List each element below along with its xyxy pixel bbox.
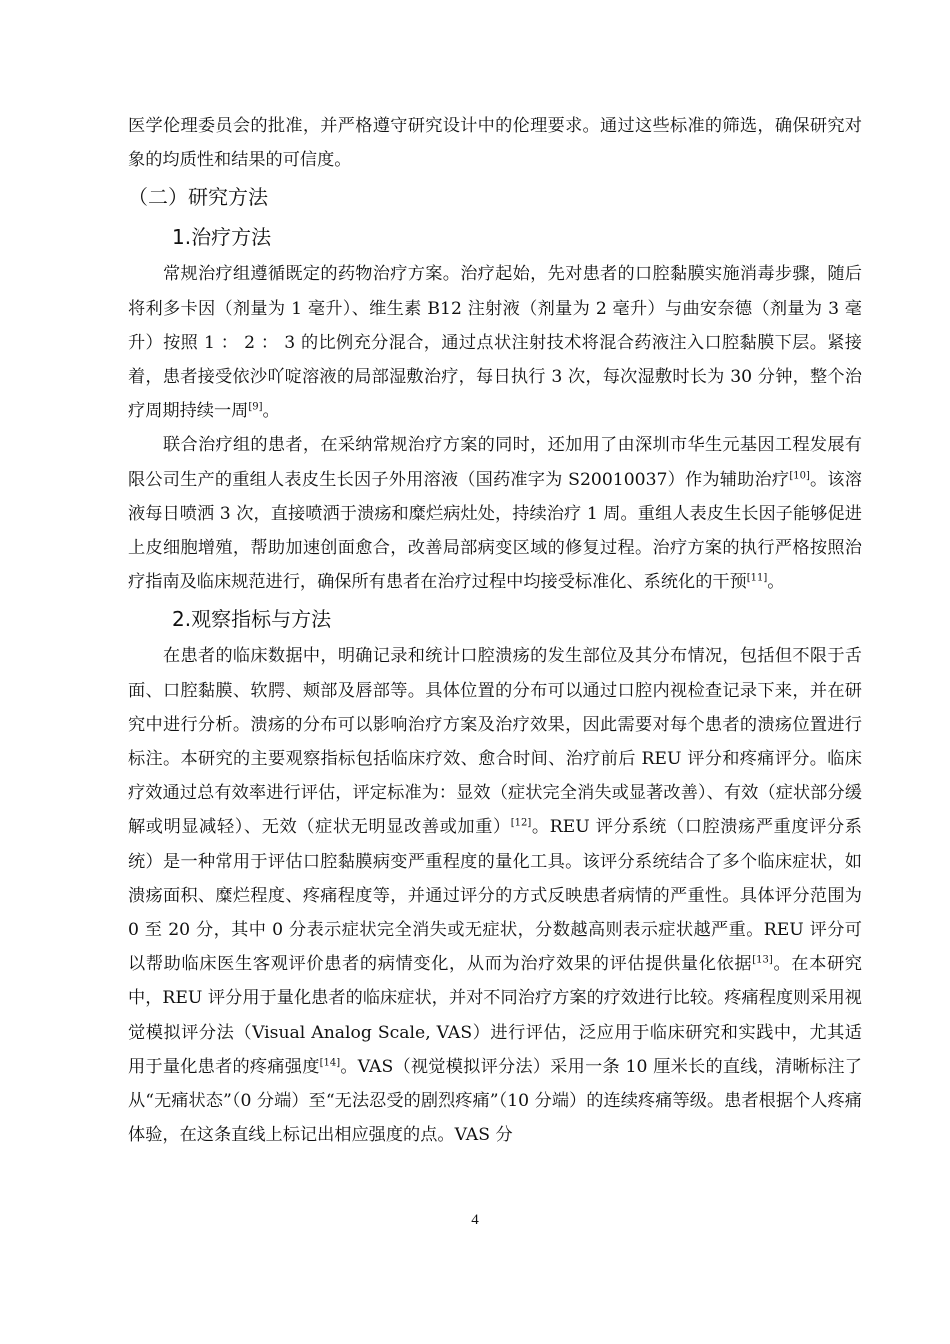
page-number: 4 [471, 1212, 479, 1228]
citation-14: [14] [319, 1057, 341, 1069]
paragraph-observation-indicators [128, 639, 862, 1152]
citation-10: [10] [789, 469, 810, 481]
subsection-heading-observation: 2.观察指标与方法 [172, 607, 332, 632]
paragraph-text: 。VAS（视觉模拟评分法）采用一条 10 厘米长的直线，清晰标注了从“无痛状态”（0 分端）至“无法忍受的剧烈疼痛”（10 分端）的连续疼痛等级。患者根据个人疼痛体验，在这条直线上标记出相应强度的点。VAS 分 [128, 1056, 862, 1146]
paragraph-end: 。 [262, 401, 280, 422]
paragraph-text: 常规治疗组遵循既定的药物治疗方案。治疗起始，先对患者的口腔黏膜实施消毒步骤，随后将利多卡因（剂量为 1 毫升）、维生素 B12 注射液（剂量为 2 毫升）与曲安奈德（剂量为 3 毫升）按照 1 ： 2 ： 3 的比例充分混合，通过点状注射技术将混合药液注入口腔黏膜下层。紧接着，患者接受依沙吖啶溶液的局部湿敷治疗，每日执行 3 次，每次湿敷时长为 30 分钟，整个治疗周期持续一周 [128, 264, 862, 422]
paragraph-text: 联合治疗组的患者，在采纳常规治疗方案的同时，还加用了由深圳市华生元基因工程发展有限公司生产的重组人表皮生长因子外用溶液（国药准字为 S20010037）作为辅助治疗 [128, 435, 862, 490]
paragraph-text: 。REU 评分系统（口腔溃疡严重度评分系统）是一种常用于评估口腔黏膜病变严重程度的量化工具。该评分系统结合了多个临床症状，如溃疡面积、糜烂程度、疼痛程度等，并通过评分的方式反映患者病情的严重性。具体评分范围为 0 至 20 分，其中 0 分表示症状完全消失或无症状，分数越高则表示症状越严重。REU 评分可以帮助临床医生客观评价患者的病情变化，从而为治疗效果的评估提供量化依据 [128, 817, 862, 975]
citation-11: [11] [746, 572, 768, 584]
paragraph-text: 。该溶液每日喷洒 3 次，直接喷洒于溃疡和糜烂病灶处，持续治疗 1 周。重组人表皮生长因子能够促进上皮细胞增殖，帮助加速创面愈合，改善局部病变区域的修复过程。治疗方案的执行严格按照治疗指南及临床规范进行，确保所有患者在治疗过程中均接受标准化、系统化的干预 [128, 469, 862, 593]
page-body [128, 109, 862, 1152]
continuation-paragraph: 医学伦理委员会的批准，并严格遵守研究设计中的伦理要求。通过这些标准的筛选，确保研究对象的均质性和结果的可信度。 [128, 116, 862, 171]
paragraph-end: 。 [767, 572, 785, 593]
paragraph-conventional-treatment [128, 257, 862, 428]
paragraph-text: 在患者的临床数据中，明确记录和统计口腔溃疡的发生部位及其分布情况，包括但不限于舌面、口腔黏膜、软腭、颊部及唇部等。具体位置的分布可以通过口腔内视检查记录下来，并在研究中进行分析。溃疡的分布可以影响治疗方案及治疗效果，因此需要对每个患者的溃疡位置进行标注。本研究的主要观察指标包括临床疗效、愈合时间、治疗前后 REU 评分和疼痛评分。临床疗效通过总有效率进行评估，评定标准为：显效（症状完全消失或显著改善）、有效（症状部分缓解或明显减轻）、无效（症状无明显改善或加重） [128, 646, 862, 838]
paragraph-text: 。在本研究中，REU 评分用于量化患者的临床症状，并对不同治疗方案的疗效进行比较。疼痛程度则采用视觉模拟评分法（Visual Analog Scale, VAS）进行评估，泛应用于临床研究和实践中，尤其适用于量化患者的疼痛强度 [128, 954, 862, 1077]
subsection-heading-treatment: 1.治疗方法 [172, 225, 272, 250]
citation-9: [9] [248, 401, 263, 413]
section-heading: （二）研究方法 [128, 185, 268, 210]
citation-13: [13] [752, 954, 773, 966]
paragraph-combined-treatment [128, 428, 862, 599]
citation-12: [12] [510, 817, 532, 829]
